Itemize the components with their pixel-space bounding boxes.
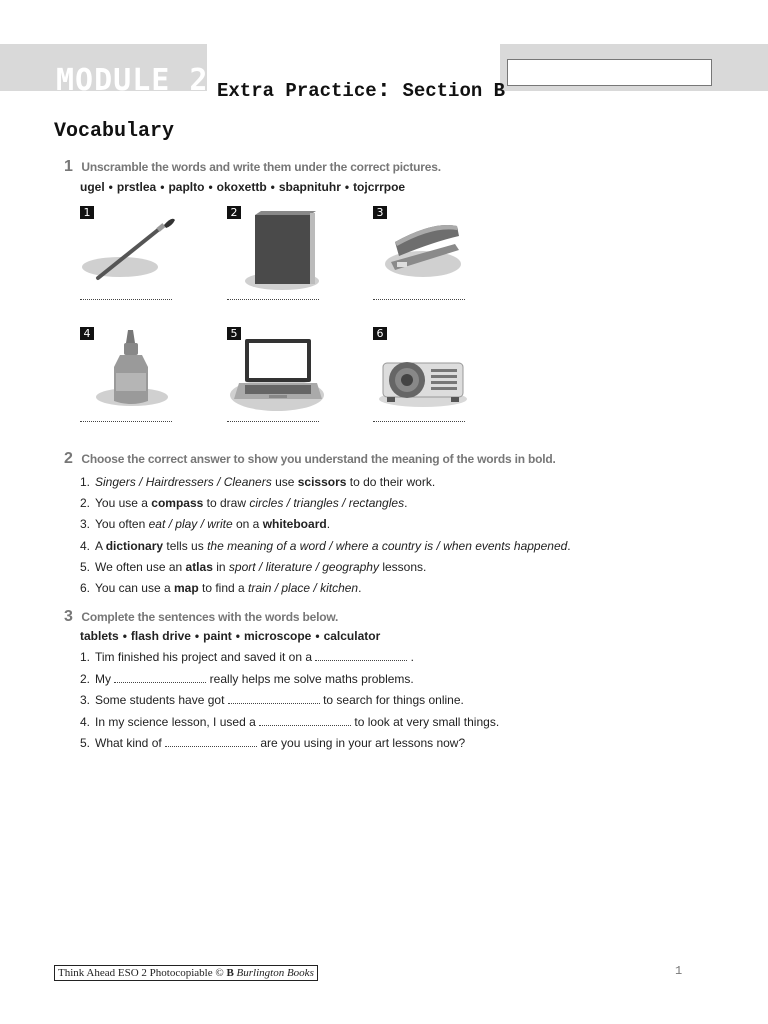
- picture-number: 5: [227, 327, 241, 340]
- burlington-logo-icon: B: [226, 967, 234, 979]
- section-title: Vocabulary: [54, 120, 175, 143]
- exercise-2-heading: [64, 450, 556, 468]
- word-box-3: tablets • flash drive • paint • microscope • calculator: [80, 629, 381, 643]
- glue-bottle-icon: [80, 327, 180, 413]
- projector-icon: [373, 327, 473, 413]
- footer-copyright: Think Ahead ESO 2 Photocopiable © B Burlington Books: [54, 965, 318, 981]
- picture-number: 4: [80, 327, 94, 340]
- page-number: 1: [675, 964, 683, 978]
- picture-number: 2: [227, 206, 241, 219]
- laptop-icon: [227, 327, 327, 413]
- answer-line[interactable]: [80, 299, 172, 300]
- book-icon: [227, 206, 327, 292]
- answer-blank[interactable]: [165, 736, 257, 747]
- list-item[interactable]: 3. You often eat / play / write on a whiteboard.: [80, 517, 331, 531]
- stapler-icon: [373, 206, 473, 292]
- list-item[interactable]: 1. Singers / Hairdressers / Cleaners use scissors to do their work.: [80, 475, 436, 489]
- picture-number: 1: [80, 206, 94, 219]
- list-item[interactable]: 5. We often use an atlas in sport / literature / geography lessons.: [80, 560, 427, 574]
- list-item: 5. What kind of are you using in your art lessons now?: [80, 736, 466, 750]
- exercise-instruction: Complete the sentences with the words below.: [81, 610, 339, 624]
- paintbrush-icon: [80, 206, 180, 292]
- answer-line[interactable]: [227, 299, 319, 300]
- list-item: 3. Some students have got to search for things online.: [80, 693, 464, 707]
- list-item: 4. In my science lesson, I used a to look at very small things.: [80, 715, 500, 729]
- answer-blank[interactable]: [228, 693, 320, 704]
- exercise-number: 2: [64, 450, 73, 467]
- student-name-field[interactable]: [507, 59, 712, 86]
- picture-number: 3: [373, 206, 387, 219]
- module-label: MODULE 2: [56, 64, 209, 91]
- list-item: 1. Tim finished his project and saved it on a .: [80, 650, 415, 664]
- answer-line[interactable]: [227, 421, 319, 422]
- page-title: Extra Practice: Section B: [217, 77, 506, 104]
- exercise-instruction: Unscramble the words and write them under the correct pictures.: [81, 160, 441, 174]
- answer-line[interactable]: [373, 421, 465, 422]
- list-item[interactable]: 2. You use a compass to draw circles / triangles / rectangles.: [80, 496, 408, 510]
- list-item[interactable]: 4. A dictionary tells us the meaning of a word / where a country is / when events happened.: [80, 539, 571, 553]
- answer-blank[interactable]: [114, 672, 206, 683]
- word-box-1: ugel • prstlea • paplto • okoxettb • sbapnituhr • tojcrrpoe: [80, 180, 406, 194]
- exercise-1-heading: [64, 158, 441, 176]
- answer-blank[interactable]: [315, 650, 407, 661]
- answer-blank[interactable]: [259, 715, 351, 726]
- answer-line[interactable]: [80, 421, 172, 422]
- exercise-number: 3: [64, 608, 73, 625]
- exercise-3-heading: [64, 608, 338, 626]
- picture-number: 6: [373, 327, 387, 340]
- exercise-instruction: Choose the correct answer to show you understand the meaning of the words in bold.: [81, 452, 556, 466]
- list-item: 2. My really helps me solve maths problems.: [80, 672, 414, 686]
- exercise-number: 1: [64, 158, 73, 175]
- list-item[interactable]: 6. You can use a map to find a train / place / kitchen.: [80, 581, 362, 595]
- answer-line[interactable]: [373, 299, 465, 300]
